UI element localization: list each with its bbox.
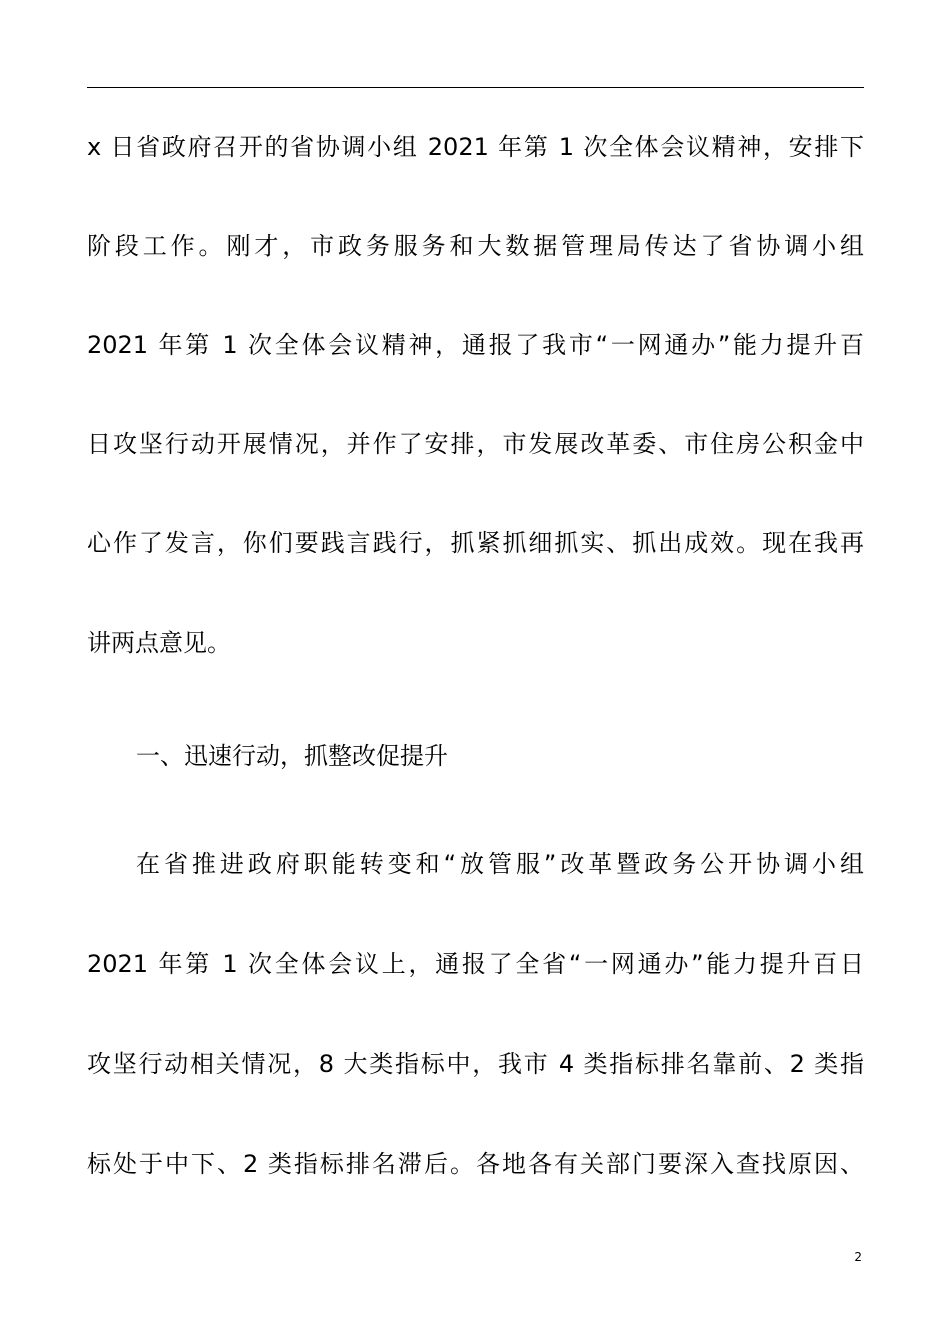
paragraph2-line-4: 标处于中下、2 类指标排名滞后。各地各有关部门要深入查找原因、	[87, 1150, 864, 1178]
page-number: 2	[854, 1250, 862, 1264]
body-line-1: x 日省政府召开的省协调小组 2021 年第 1 次全体会议精神，安排下	[87, 133, 864, 161]
paragraph2-line-3: 攻坚行动相关情况，8 大类指标中，我市 4 类指标排名靠前、2 类指	[87, 1050, 864, 1078]
paragraph2-line-1: 在省推进政府职能转变和“放管服”改革暨政务公开协调小组	[136, 850, 864, 878]
body-line-6: 讲两点意见。	[87, 629, 231, 657]
header-rule	[87, 87, 864, 88]
section-heading: 一、迅速行动，抓整改促提升	[136, 742, 448, 770]
body-line-2: 阶段工作。刚才，市政务服务和大数据管理局传达了省协调小组	[87, 232, 864, 260]
paragraph2-line-2: 2021 年第 1 次全体会议上，通报了全省“一网通办”能力提升百日	[87, 950, 864, 978]
body-line-5: 心作了发言，你们要践言践行，抓紧抓细抓实、抓出成效。现在我再	[87, 529, 864, 557]
body-line-4: 日攻坚行动开展情况，并作了安排，市发展改革委、市住房公积金中	[87, 430, 864, 458]
body-line-3: 2021 年第 1 次全体会议精神，通报了我市“一网通办”能力提升百	[87, 331, 864, 359]
